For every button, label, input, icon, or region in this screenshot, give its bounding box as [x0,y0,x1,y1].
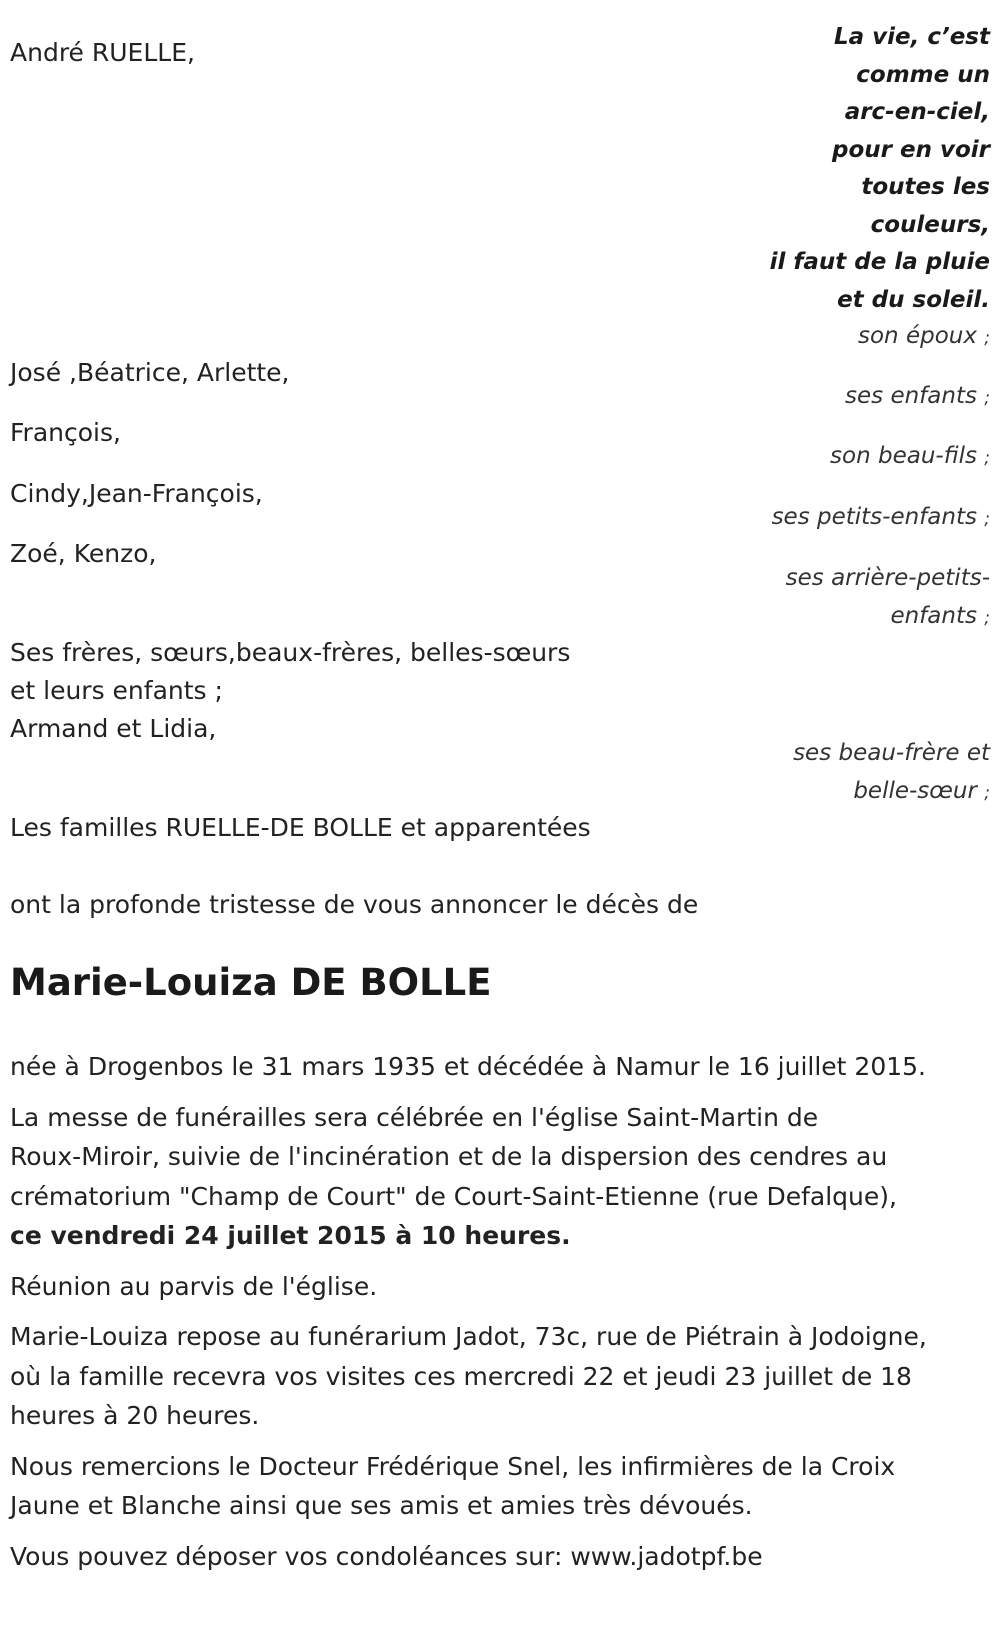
role-label: son époux [858,323,977,349]
role-semicolon: ; [984,448,990,468]
birth-death-paragraph [10,1047,990,1087]
role-label: ses beau-frère et [793,740,990,766]
role-spouse [858,317,990,357]
families-line: Les familles RUELLE-DE BOLLE et apparentées [10,813,591,842]
siblings-line-2: et leurs enfants ; [10,676,223,705]
quote-line: toutes les [861,174,990,200]
quote-line: pour en voir [832,136,990,163]
siblings-line-1: Ses frères, sœurs,beaux-frères, belles-sœurs [10,638,571,667]
condolences-paragraph [10,1537,990,1577]
role-label: ses arrière-petits- [785,565,990,591]
role-son-in-law [830,437,990,477]
rest-text: heures à 20 heures. [10,1401,260,1430]
details [10,1047,990,1587]
thanks-paragraph [10,1447,990,1526]
role-grandchildren [772,498,990,538]
quote [770,19,990,319]
birth-death-text: née à Drogenbos le 31 mars 1935 et décédée à Namur le 16 juillet 2015. [10,1052,927,1081]
role-label: enfants [890,603,977,629]
condolences-text: Vous pouvez déposer vos condoléances sur: www.jadotpf.be [10,1541,763,1571]
quote-line: arc-en-ciel, [844,99,990,125]
role-semicolon: ; [984,509,990,529]
rest-text: Marie-Louiza repose au funérarium Jadot, 73c, rue de Piétrain à Jodoigne, [10,1322,927,1351]
role-label: son beau-fils [830,443,977,469]
role-semicolon: ; [984,783,990,803]
funeral-text: La messe de funérailles sera célébrée en l'église Saint-Martin de [10,1102,819,1132]
children-names: José ,Béatrice, Arlette, [10,358,290,387]
great-grandchildren-names: Zoé, Kenzo, [10,539,157,568]
in-laws-names: Armand et Lidia, [10,714,217,743]
quote-line: et du soleil. [837,286,990,313]
role-semicolon: ; [984,388,990,408]
role-children [845,377,990,417]
meeting-text: Réunion au parvis de l'église. [10,1271,378,1301]
grandchildren-names: Cindy,Jean-François, [10,479,263,508]
role-great-grandchildren [786,559,990,637]
role-semicolon: ; [984,608,990,628]
son-in-law-name: François, [10,418,121,447]
funeral-date: ce vendredi 24 juillet 2015 à 10 heures. [10,1221,571,1250]
funeral-text: Roux-Miroir, suivie de l'incinération et de la dispersion des cendres au [10,1142,888,1171]
deceased-name: Marie-Louiza DE BOLLE [10,961,492,1004]
thanks-text: Nous remercions le Docteur Frédérique Snel, les infirmières de la Croix [10,1451,896,1481]
role-label: ses enfants [845,383,977,409]
spouse-name: André RUELLE, [10,38,195,67]
quote-line: La vie, c’est [833,24,990,50]
rest-text: où la famille recevra vos visites ces mercredi 22 et jeudi 23 juillet de 18 [10,1361,912,1391]
thanks-text: Jaune et Blanche ainsi que ses amis et amies très dévoués. [10,1491,753,1520]
rest-paragraph [10,1317,990,1436]
quote-line: il faut de la pluie [769,249,990,275]
role-semicolon: ; [984,328,990,348]
role-label: ses petits-enfants [771,504,977,530]
role-in-laws [793,734,990,812]
quote-line: comme un [856,61,990,88]
announcement-line: ont la profonde tristesse de vous annoncer le décès de [10,890,699,919]
funeral-paragraph [10,1098,990,1256]
funeral-text: crématorium "Champ de Court" de Court-Saint-Etienne (rue Defalque), [10,1181,897,1211]
meeting-paragraph [10,1267,990,1307]
quote-line: couleurs, [870,211,990,238]
role-label: belle-sœur [853,778,977,804]
